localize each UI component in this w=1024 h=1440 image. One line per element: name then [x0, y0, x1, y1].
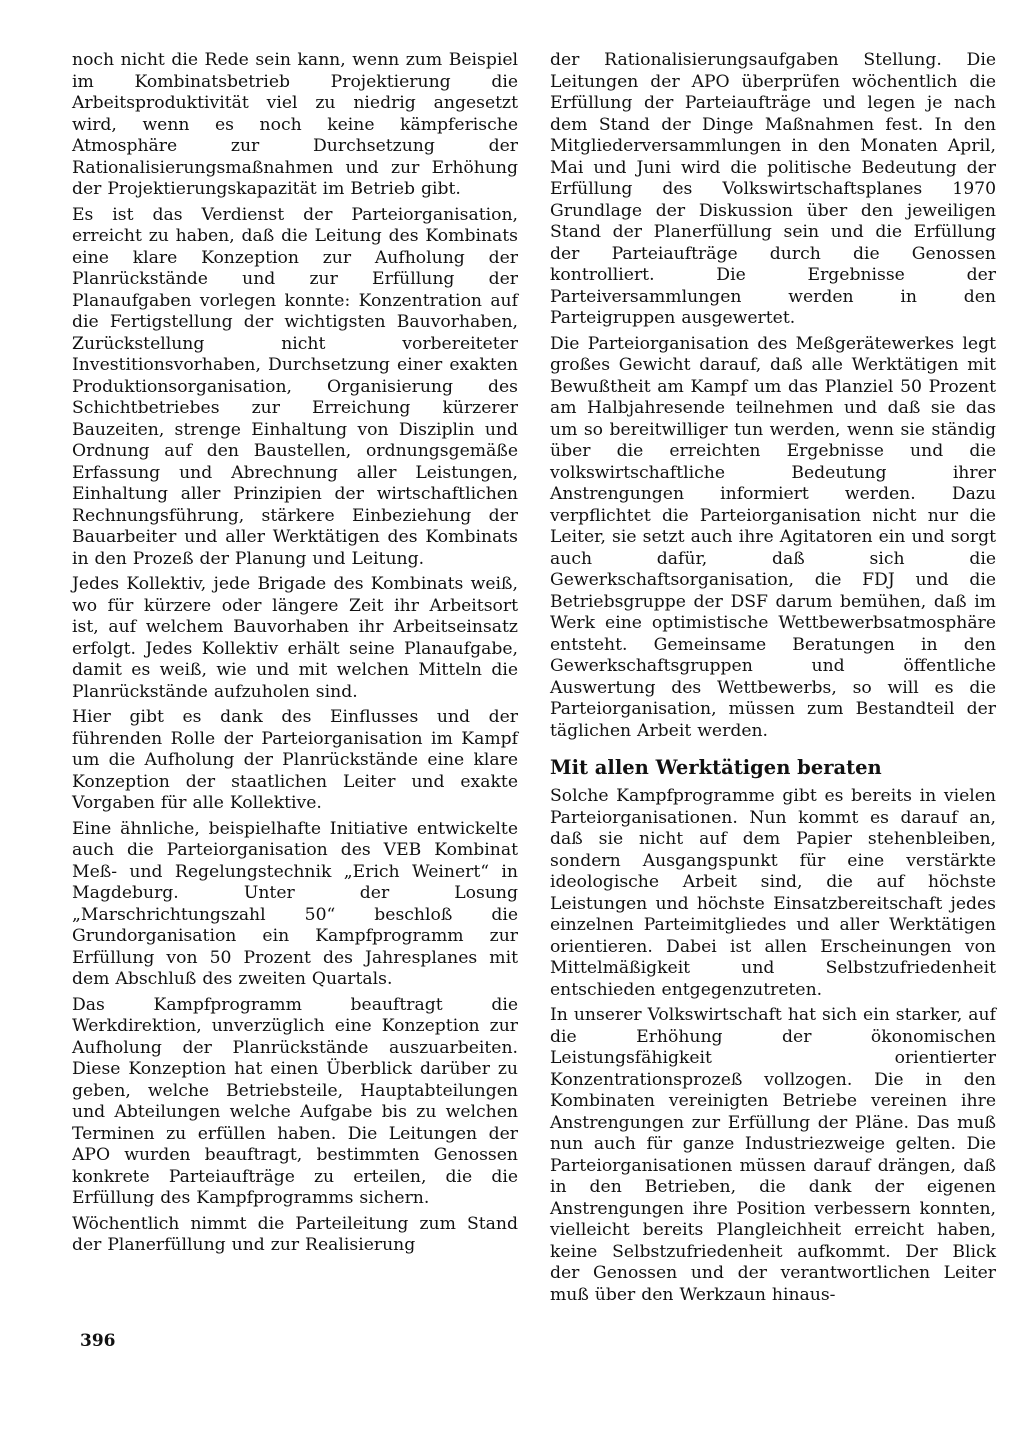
- paragraph: Das Kampfprogramm beauftragt die Werkdirektion, unverzüglich eine Konzeption zur Aufholung der Planrückstände auszuarbeiten. Diese Konzeption hat einen Überblick darüber zu geben, welche Betriebsteile, Hauptabteilungen und Abteilungen welche Aufgabe bis zu welchen Terminen zu erfüllen haben. Die Leitungen der APO wurden beauftragt, bestimmten Genossen konkrete Parteiaufträge zu erteilen, die die Erfüllung des Kampfprogramms sichern.: [72, 994, 518, 1208]
- paragraph: Solche Kampfprogramme gibt es bereits in vielen Parteiorganisationen. Nun kommt es darauf an, daß sie nicht auf dem Papier stehenbleiben, sondern Ausgangspunkt für eine verstärkte ideologische Arbeit sind, die auf höchste Leistungen und höchste Einsatzbereitschaft jedes einzelnen Parteimitgliedes und aller Werktätigen orientieren. Dabei ist allen Erscheinungen von Mittelmäßigkeit und Selbstzufriedenheit entschieden entgegenzutreten.: [550, 786, 996, 1000]
- paragraph: der Rationalisierungsaufgaben Stellung. Die Leitungen der APO überprüfen wöchentlich die Erfüllung der Parteiaufträge und legen je nach dem Stand der Dinge Maßnahmen fest. In den Mitgliederversammlungen in den Monaten April, Mai und Juni wird die politische Bedeutung der Erfüllung des Volkswirtschaftsplanes 1970 Grundlage der Diskussion über den jeweiligen Stand der Planerfüllung sein und die Erfüllung der Parteiaufträge durch die Genossen kontrolliert. Die Ergebnisse der Parteiversammlungen werden in den Parteigruppen ausgewertet.: [550, 50, 996, 328]
- paragraph: Jedes Kollektiv, jede Brigade des Kombinats weiß, wo für kürzere oder längere Zeit ihr Arbeitsort ist, auf welchem Bauvorhaben ihr Arbeitseinsatz erfolgt. Jedes Kollektiv erhält seine Planaufgabe, damit es weiß, wie und mit welchen Mitteln die Planrückstände aufzuholen sind.: [72, 574, 518, 702]
- left-column: [72, 50, 518, 1261]
- paragraph: Hier gibt es dank des Einflusses und der führenden Rolle der Parteiorganisation im Kampf um die Aufholung der Planrückstände eine klare Konzeption der staatlichen Leiter und exakte Vorgaben für alle Kollektive.: [72, 707, 518, 813]
- paragraph: noch nicht die Rede sein kann, wenn zum Beispiel im Kombinatsbetrieb Projektierung die Arbeitsproduktivität viel zu niedrig angesetzt wird, wenn es noch keine kämpferische Atmosphäre zur Durchsetzung der Rationalisierungsmaßnahmen und zur Erhöhung der Projektierungskapazität im Betrieb gibt.: [72, 50, 518, 199]
- paragraph: Wöchentlich nimmt die Parteileitung zum Stand der Planerfüllung und zur Realisierung: [72, 1213, 518, 1255]
- right-column: [550, 50, 996, 1310]
- paragraph: Es ist das Verdienst der Parteiorganisation, erreicht zu haben, daß die Leitung des Kombinats eine klare Konzeption zur Aufholung der Planrückstände und zur Erfüllung der Planaufgaben vorlegen konnte: Konzentration auf die Fertigstellung der wichtigsten Bauvorhaben, Zurückstellung nicht vorbereiteter Investitionsvorhaben, Durchsetzung einer exakten Produktionsorganisation, Organisierung des Schichtbetriebes zur Erreichung kürzerer Bauzeiten, strenge Einhaltung von Disziplin und Ordnung auf den Baustellen, ordnungsgemäße Erfassung und Abrechnung aller Leistungen, Einhaltung aller Prinzipien der wirtschaftlichen Rechnungsführung, stärkere Einbeziehung der Bauarbeiter und aller Werktätigen des Kombinats in den Prozeß der Planung und Leitung.: [72, 204, 518, 569]
- page-number: 396: [80, 1331, 116, 1351]
- section-heading: Mit allen Werktätigen beraten: [550, 756, 882, 779]
- paragraph: In unserer Volkswirtschaft hat sich ein starker, auf die Erhöhung der ökonomischen Leistungsfähigkeit orientierter Konzentrationsprozeß vollzogen. Die in den Kombinaten vereinigten Betriebe vereinen ihre Anstrengungen zur Erfüllung der Pläne. Das muß nun auch für ganze Industriezweige gelten. Die Parteiorganisationen müssen darauf drängen, daß in den Betrieben, die dank der eigenen Anstrengungen ihre Position verbessern konnten, vielleicht bereits Plangleichheit erreicht haben, keine Selbstzufriedenheit aufkommt. Der Blick der Genossen und der verantwortlichen Leiter muß über den Werkzaun hinaus-: [550, 1005, 996, 1305]
- paragraph: Eine ähnliche, beispielhafte Initiative entwickelte auch die Parteiorganisation des VEB Kombinat Meß- und Regelungstechnik „Erich Weinert“ in Magdeburg. Unter der Losung „Marschrichtungszahl 50“ beschloß die Grundorganisation ein Kampfprogramm zur Erfüllung von 50 Prozent des Jahresplanes mit dem Abschluß des zweiten Quartals.: [72, 818, 518, 989]
- paragraph: Die Parteiorganisation des Meßgerätewerkes legt großes Gewicht darauf, daß alle Werktätigen mit Bewußtheit am Kampf um das Planziel 50 Prozent am Halbjahresende teilnehmen und daß sie das um so bereitwilliger tun werden, wenn sie ständig über die erreichten Ergebnisse und die volkswirtschaftliche Bedeutung ihrer Anstrengungen informiert werden. Dazu verpflichtet die Parteiorganisation nicht nur die Leiter, sie setzt auch ihre Agitatoren ein und sorgt auch dafür, daß sich die Gewerkschaftsorganisation, die FDJ und die Betriebsgruppe der DSF darum bemühen, daß im Werk eine optimistische Wettbewerbsatmosphäre entsteht. Gemeinsame Beratungen in den Gewerkschaftsgruppen und öffentliche Auswertung des Wettbewerbs, so will es die Parteiorganisation, müssen zum Bestandteil der täglichen Arbeit werden.: [550, 333, 996, 741]
